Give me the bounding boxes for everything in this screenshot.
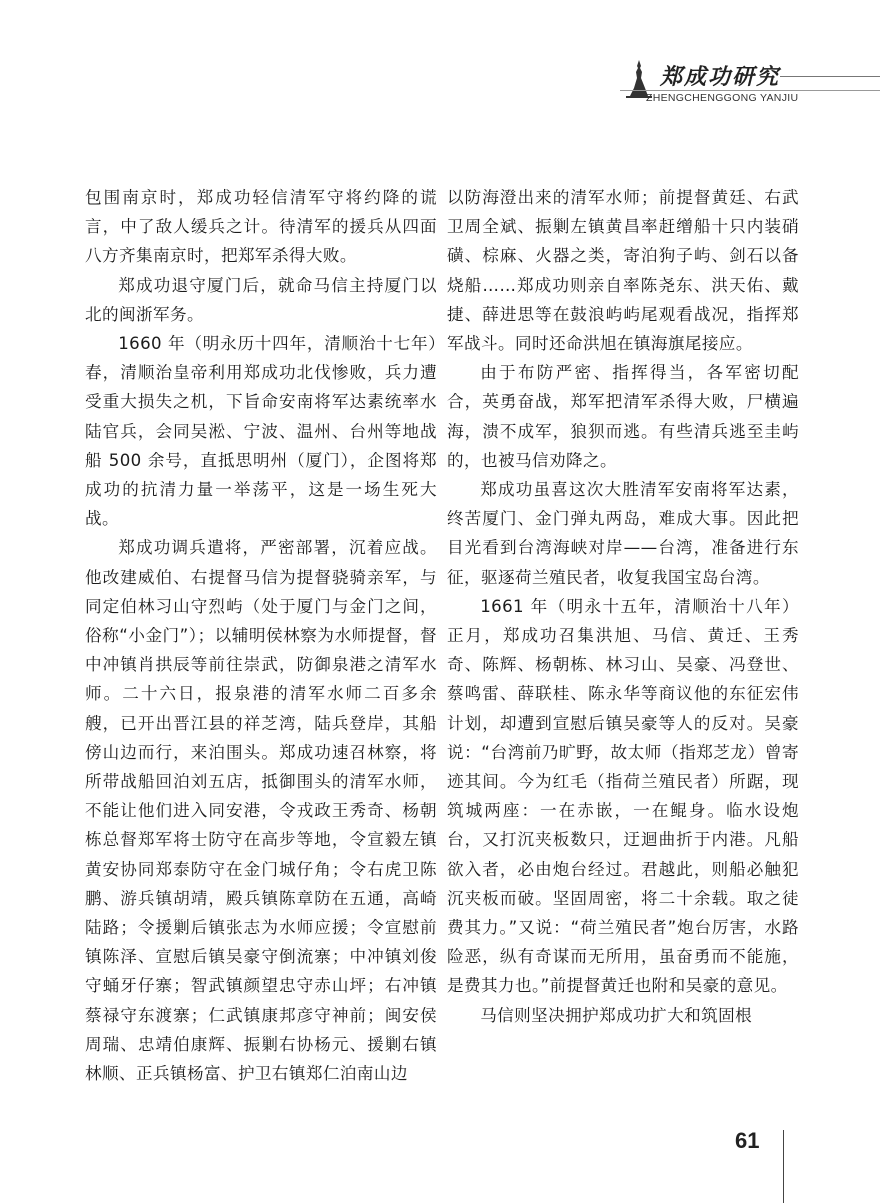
paragraph: 1661 年（明永十五年，清顺治十八年）正月，郑成功召集洪旭、马信、黄迁、王秀奇、陈辉、杨朝栋、林习山、吴豪、冯登世、蔡鸣雷、薛联桂、陈永华等商议他的东征宏伟计划，却遭到宣慰后镇吴豪等人的反对。吴豪说：“台湾前乃旷野，故太师（指郑芝龙）曾寄迹其间。今为红毛（指荷兰殖民者）所踞，现筑城两座：一在赤嵌，一在鲲身。临水设炮台，又打沉夹板数只，迂迴曲折于内港。凡船欲入者，必由炮台经过。君越此，则船必触犯沉夹板而破。坚固周密，将二十余载。取之徒费其力。”又说：“荷兰殖民者”炮台厉害，水路险恶，纵有奇谋而无所用，虽奋勇而不能施，是费其力也。”前提督黄迁也附和吴豪的意见。 xyxy=(447,596,799,996)
paragraph: 由于布防严密、指挥得当，各军密切配合，英勇奋战，郑军把清军杀得大败，尸横遍海，溃不成军，狼狈而逃。有些清兵逃至圭屿的，也被马信劝降之。 xyxy=(447,363,799,470)
header-underline xyxy=(620,90,880,91)
right-column xyxy=(447,183,799,1030)
page-number-rule xyxy=(783,1130,784,1203)
page-number: 61 xyxy=(735,1128,760,1153)
journal-subtitle: ZHENGCHENGGONG YANJIU xyxy=(646,92,799,104)
journal-title: 郑成功研究 xyxy=(660,64,781,90)
left-column xyxy=(85,183,437,1088)
running-header xyxy=(620,54,880,114)
paragraph: 以防海澄出来的清军水师；前提督黄廷、右武卫周全斌、振剿左镇黄昌率赶缯船十只内装硝磺、棕麻、火器之类，寄泊狗子屿、剑石以备烧船……郑成功则亲自率陈尧东、洪天佑、戴捷、薛进思等在鼓浪屿屿尾观看战况，指挥郑军战斗。同时还命洪旭在镇海旗尾接应。 xyxy=(447,188,799,354)
paragraph: 马信则坚决拥护郑成功扩大和筑固根 xyxy=(480,1005,753,1025)
header-rule xyxy=(780,76,880,77)
paragraph: 郑成功调兵遣将，严密部署，沉着应战。他改建威伯、右提督马信为提督骁骑亲军，与同定伯林习山守烈屿（处于厦门与金门之间，俗称“小金门”）；以辅明侯林察为水师提督，督中冲镇肖拱辰等前往崇武，防御泉港之清军水师。二十六日，报泉港的清军水师二百多余艘，已开出晋江县的祥芝湾，陆兵登岸，其船傍山边而行，来泊围头。郑成功速召林察，将所带战船回泊刘五店，抵御围头的清军水师，不能让他们进入同安港，令戎政王秀奇、杨朝栋总督郑军将士防守在高步等地，令宣毅左镇黄安协同郑泰防守在金门城仔角；令右虎卫陈鹏、游兵镇胡靖，殿兵镇陈章防在五通，高崎陆路；令援剿后镇张志为水师应援；令宣慰前镇陈泽、宣慰后镇吴豪守倒流寨；中冲镇刘俊守蛹牙仔寨；智武镇颜望忠守赤山坪；右冲镇蔡禄守东渡寨；仁武镇康邦彦守神前；闽安侯周瑞、忠靖伯康辉、振剿右协杨元、援剿右镇林顺、正兵镇杨富、护卫右镇郑仁泊南山边 xyxy=(85,538,437,1084)
paragraph: 包围南京时，郑成功轻信清军守将约降的谎言，中了敌人缓兵之计。待清军的援兵从四面八方齐集南京时，把郑军杀得大败。 xyxy=(85,188,437,266)
paragraph: 郑成功退守厦门后，就命马信主持厦门以北的闽浙军务。 xyxy=(85,275,437,324)
paragraph: 1660 年（明永历十四年，清顺治十七年）春，清顺治皇帝利用郑成功北伐惨败，兵力遭受重大损失之机，下旨命安南将军达素统率水陆官兵，会同吴淞、宁波、温州、台州等地战船 500 余号，直抵思明州（厦门），企图将郑成功的抗清力量一举荡平，这是一场生死大战。 xyxy=(85,334,437,529)
paragraph: 郑成功虽喜这次大胜清军安南将军达素，终苦厦门、金门弹丸两岛，难成大事。因此把目光看到台湾海峡对岸——台湾，准备进行东征，驱逐荷兰殖民者，收复我国宝岛台湾。 xyxy=(447,480,799,587)
